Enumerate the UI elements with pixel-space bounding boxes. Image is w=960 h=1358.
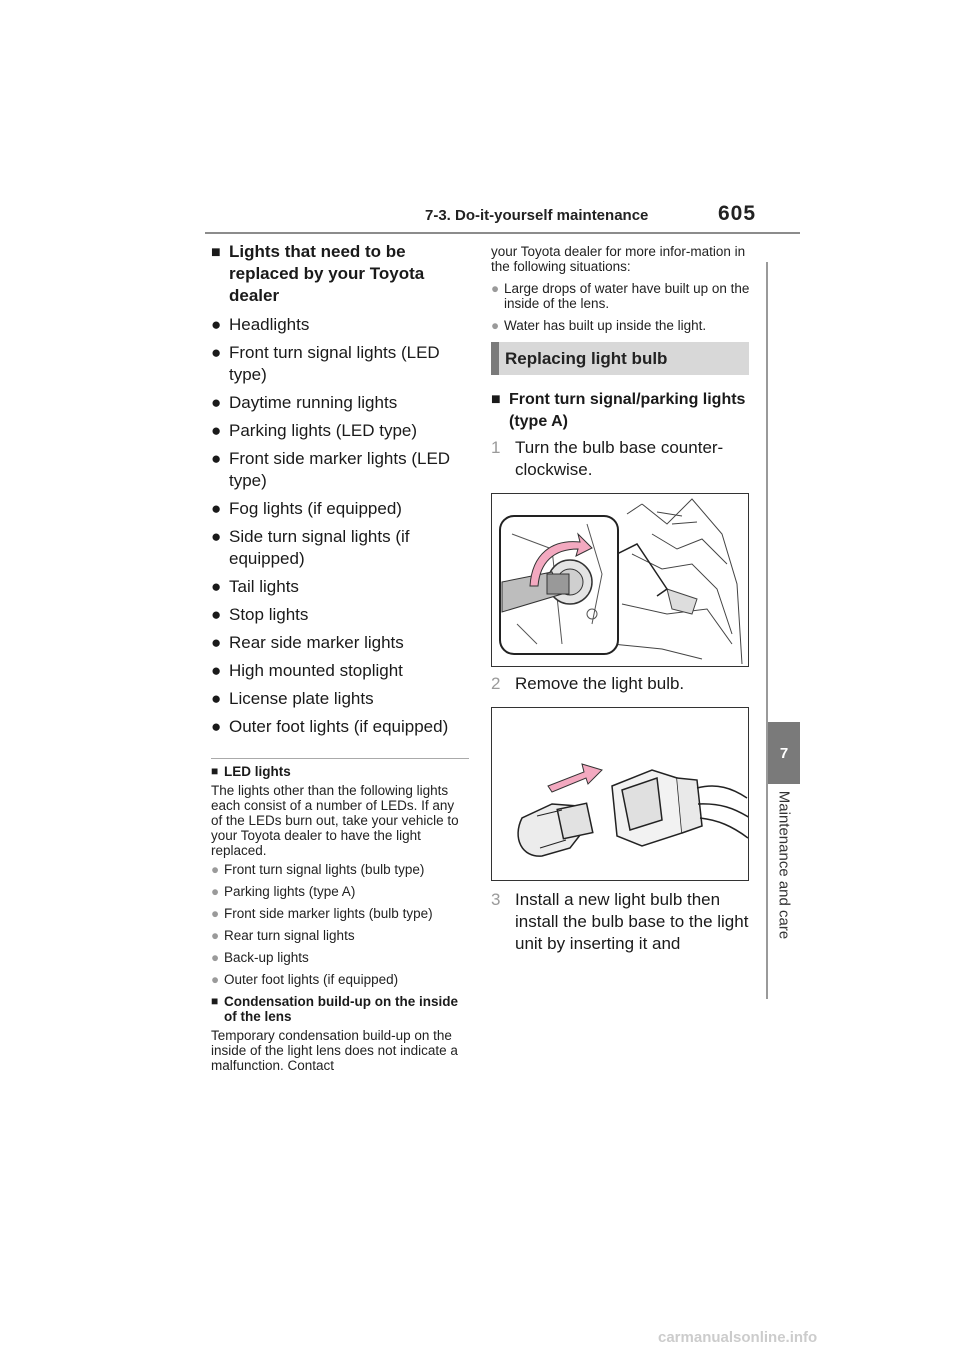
led-lights-heading: ■ LED lights <box>211 764 291 779</box>
section-header: 7-3. Do-it-yourself maintenance <box>425 207 649 224</box>
list-item: ● Rear turn signal lights <box>211 928 355 943</box>
bullet-icon: ● <box>211 421 222 440</box>
section-title-bar: Replacing light bulb <box>491 342 749 375</box>
bullet-icon: ● <box>491 281 500 296</box>
list-item: ● Rear side marker lights <box>211 633 404 652</box>
bullet-icon: ● <box>211 577 222 596</box>
list-item: ● Daytime running lights <box>211 393 398 412</box>
bullet-icon: ● <box>211 633 222 652</box>
bullet-icon: ● <box>211 527 222 546</box>
bullet-icon: ● <box>211 449 222 468</box>
bullet-icon: ● <box>211 315 222 334</box>
bullet-icon: ● <box>211 393 222 412</box>
condensation-text: Temporary condensation build-up on the inside of the light lens does not indicate a malfunction. Contact <box>211 1028 458 1073</box>
bullet-icon: ● <box>211 862 220 877</box>
dealer-lights-heading-text: Lights that need to be replaced by your Toyota dealer <box>229 242 425 305</box>
list-item: ● Headlights <box>211 315 310 334</box>
list-item: ● Side turn signal lights (if equipped) <box>211 527 410 568</box>
remove-bulb-figure <box>491 707 749 881</box>
bullet-icon: ● <box>211 950 220 965</box>
square-icon: ■ <box>211 994 219 1008</box>
dealer-lights-heading <box>211 241 469 307</box>
bullet-icon: ● <box>211 689 222 708</box>
bulb-base-figure <box>491 493 749 667</box>
bullet-icon: ● <box>211 661 222 680</box>
watermark: carmanualsonline.info <box>658 1329 818 1346</box>
list-item: ● Back-up lights <box>211 950 309 965</box>
situations-list <box>491 281 753 333</box>
note-divider <box>211 758 469 759</box>
bullet-icon: ● <box>211 343 222 362</box>
square-icon: ■ <box>211 244 221 261</box>
bulb-removal-illustration <box>492 708 749 881</box>
step-number: 3 <box>491 890 501 909</box>
bullet-icon: ● <box>211 928 220 943</box>
chapter-tab: 7 <box>768 722 800 784</box>
list-item: ● Front turn signal lights (bulb type) <box>211 862 425 877</box>
bullet-icon: ● <box>211 906 220 921</box>
dealer-lights-list <box>211 314 469 738</box>
header-divider <box>205 232 800 234</box>
step-3 <box>491 889 753 955</box>
square-icon: ■ <box>211 764 219 778</box>
bullet-icon: ● <box>211 884 220 899</box>
list-item: ● Outer foot lights (if equipped) <box>211 717 449 736</box>
list-item: ● Fog lights (if equipped) <box>211 499 402 518</box>
list-item: ● Large drops of water have built up on the inside of the lens. <box>491 281 750 311</box>
chapter-label: Maintenance and care <box>775 790 793 940</box>
list-item: ● Outer foot lights (if equipped) <box>211 972 399 987</box>
bullet-icon: ● <box>211 717 222 736</box>
step-text: Install a new light bulb then install the bulb base to the light unit by inserting it and <box>515 890 749 953</box>
list-item: ● High mounted stoplight <box>211 661 403 680</box>
list-item: ● Parking lights (LED type) <box>211 421 418 440</box>
list-item: ● License plate lights <box>211 689 374 708</box>
list-item: ● Front side marker lights (bulb type) <box>211 906 433 921</box>
bullet-icon: ● <box>211 605 222 624</box>
list-item: ● Parking lights (type A) <box>211 884 356 899</box>
step-text: Turn the bulb base counter-clockwise. <box>515 438 724 479</box>
list-item: ● Front side marker lights (LED type) <box>211 449 451 490</box>
page-number: 605 <box>718 202 757 225</box>
continued-text: your Toyota dealer for more infor-mation in the following situations: <box>491 244 746 274</box>
right-column <box>491 244 753 955</box>
bullet-icon: ● <box>211 499 222 518</box>
condensation-heading: ■ Condensation build-up on the inside of the lens <box>211 994 458 1024</box>
square-icon: ■ <box>491 391 501 408</box>
bullet-icon: ● <box>491 318 500 333</box>
step-number: 1 <box>491 438 501 457</box>
side-divider <box>766 262 768 999</box>
step-text: Remove the light bulb. <box>515 674 685 693</box>
list-item: ● Stop lights <box>211 605 309 624</box>
list-item: ● Tail lights <box>211 577 299 596</box>
led-lights-text: The lights other than the following lights each consist of a number of LEDs. If any of the LEDs burn out, take your vehicle to your Toyota dealer to have the light replaced. <box>211 783 459 858</box>
headlight-illustration <box>492 494 749 667</box>
subheading: ■ Front turn signal/parking lights (type A) <box>491 391 746 430</box>
step-1 <box>491 437 753 481</box>
left-column <box>211 241 469 1073</box>
step-2 <box>491 673 753 695</box>
led-exceptions-list <box>211 862 469 987</box>
list-item: ● Front turn signal lights (LED type) <box>211 343 440 384</box>
bullet-icon: ● <box>211 972 220 987</box>
list-item: ● Water has built up inside the light. <box>491 318 707 333</box>
step-number: 2 <box>491 674 501 693</box>
